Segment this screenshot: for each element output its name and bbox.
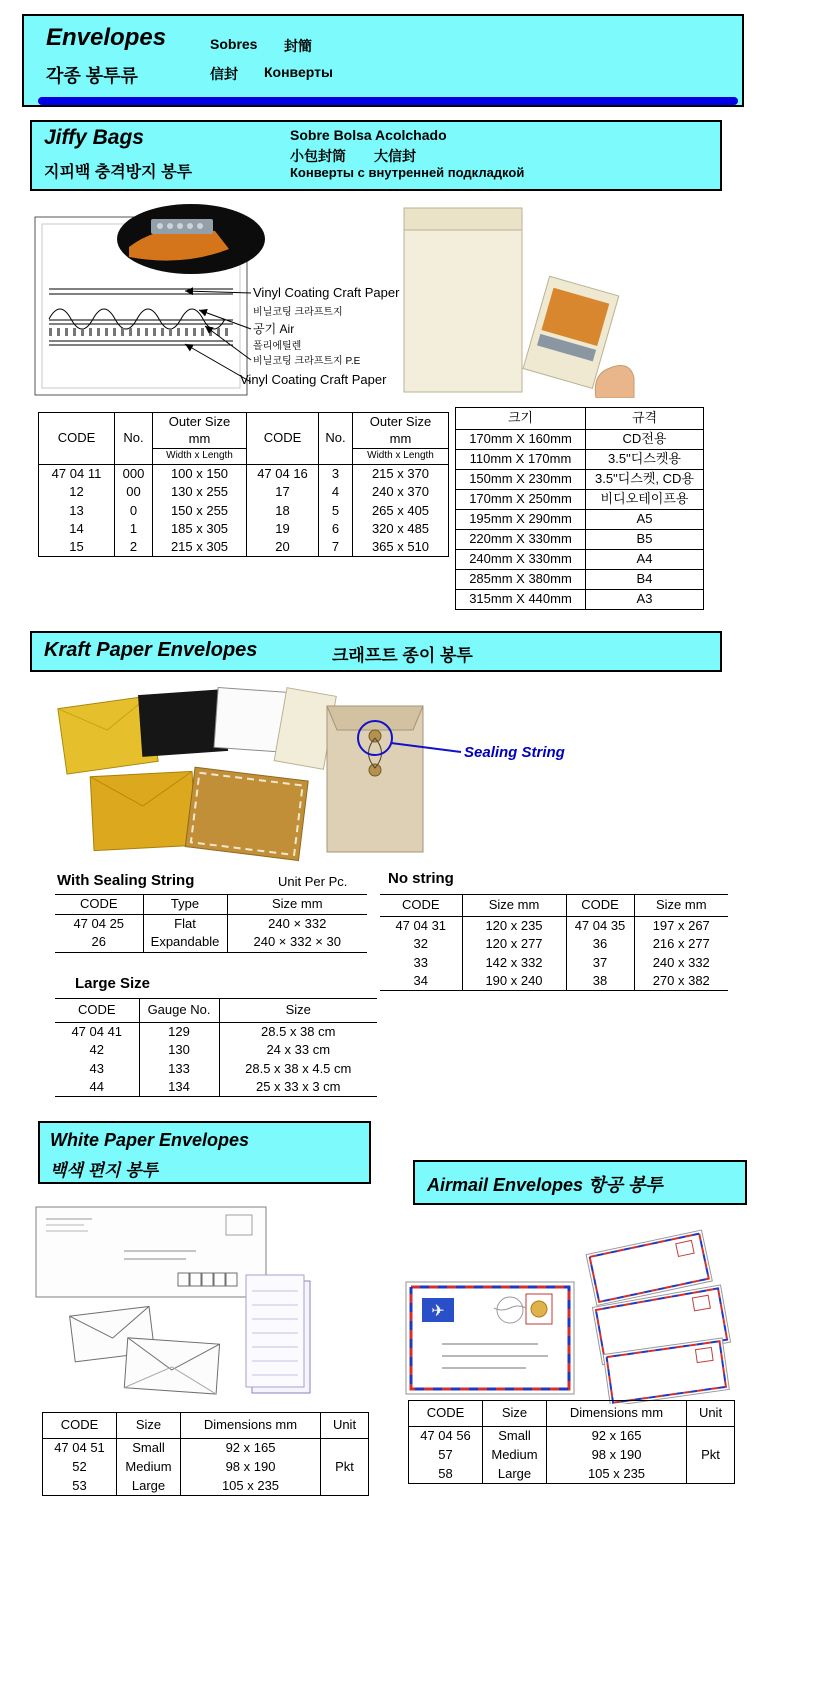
table-row <box>43 1477 369 1496</box>
code-cell: 33 <box>380 954 462 972</box>
size-cell: 150mm X 230mm <box>456 470 586 490</box>
kraft-title-korean: 크래프트 종이 봉투 <box>332 646 473 665</box>
code-cell: 13 <box>39 502 115 520</box>
size-cell: 142 x 332 <box>462 954 566 972</box>
code-cell: 34 <box>380 972 462 991</box>
table-row <box>55 933 367 952</box>
code-cell: 58 <box>409 1465 483 1484</box>
table-row <box>55 1023 377 1042</box>
table-row <box>456 550 704 570</box>
title-spanish: Sobres <box>210 36 258 52</box>
code-cell: 20 <box>247 538 319 557</box>
airmail-title: Airmail Envelopes 항공 봉투 <box>427 1175 663 1195</box>
size-cell: Medium <box>117 1458 181 1477</box>
column-header-size-mm: Size mm <box>227 895 367 915</box>
no-cell: 7 <box>319 538 353 557</box>
unit-cell: Pkt <box>321 1439 369 1496</box>
page-header <box>22 14 744 107</box>
size-cell: 25 x 33 x 3 cm <box>219 1078 377 1097</box>
sealing-string-label: Sealing String <box>464 744 565 761</box>
code-cell: 47 04 16 <box>247 465 319 484</box>
table-row <box>456 570 704 590</box>
column-header-code: CODE <box>566 895 634 917</box>
title-chinese-b: 信封 <box>210 66 238 82</box>
code-cell: 47 04 25 <box>55 915 143 934</box>
no-string-heading: No string <box>388 870 454 887</box>
spec-cell: CD전용 <box>586 430 704 450</box>
size-cell: 130 x 255 <box>153 483 247 501</box>
diagram-label-craft-bottom: Vinyl Coating Craft Paper <box>240 372 387 387</box>
mm-label: mm <box>389 430 412 446</box>
no-string-table <box>380 894 728 991</box>
jiffy-bag-photo <box>400 202 635 398</box>
size-cell: Large <box>117 1477 181 1496</box>
header-row <box>409 1401 735 1427</box>
code-cell: 19 <box>247 520 319 538</box>
column-header-code: CODE <box>409 1401 483 1427</box>
code-cell: 47 04 31 <box>380 917 462 936</box>
table-row <box>55 915 367 934</box>
code-cell: 47 04 51 <box>43 1439 117 1458</box>
table-row <box>39 520 449 538</box>
table-row <box>43 1439 369 1458</box>
unit-per-pc-label: Unit Per Pc. <box>278 874 348 889</box>
column-header-size: Size <box>483 1401 547 1427</box>
column-header-outer-size <box>153 413 247 449</box>
column-header-code: CODE <box>55 895 143 915</box>
type-cell: Expandable <box>143 933 227 952</box>
spec-cell: B5 <box>586 530 704 550</box>
header-row <box>380 895 728 917</box>
no-cell: 1 <box>115 520 153 538</box>
size-cell: 220mm X 330mm <box>456 530 586 550</box>
airmail-table <box>408 1400 735 1484</box>
column-header-unit: Unit <box>321 1413 369 1439</box>
no-cell: 4 <box>319 483 353 501</box>
code-cell: 38 <box>566 972 634 991</box>
type-cell: Flat <box>143 915 227 934</box>
white-section-header <box>38 1121 371 1184</box>
size-cell: Small <box>117 1439 181 1458</box>
column-header-dimensions: Dimensions mm <box>181 1413 321 1439</box>
white-title: White Paper Envelopes <box>50 1130 250 1150</box>
no-cell: 000 <box>115 465 153 484</box>
gauge-cell: 130 <box>139 1041 219 1059</box>
size-cell: 170mm X 160mm <box>456 430 586 450</box>
table-row <box>456 530 704 550</box>
size-cell: 100 x 150 <box>153 465 247 484</box>
column-header-unit: Unit <box>687 1401 735 1427</box>
jiffy-title-korean: 지피백 충격방지 봉투 <box>44 164 192 181</box>
size-cell: Medium <box>483 1446 547 1465</box>
size-cell: 28.5 x 38 x 4.5 cm <box>219 1060 377 1078</box>
code-cell: 52 <box>43 1458 117 1477</box>
spec-cell: A4 <box>586 550 704 570</box>
table-row <box>380 917 728 936</box>
size-cell: 110mm X 170mm <box>456 450 586 470</box>
dims-cell: 105 x 235 <box>181 1477 321 1496</box>
gauge-cell: 134 <box>139 1078 219 1097</box>
gauge-cell: 133 <box>139 1060 219 1078</box>
code-cell: 17 <box>247 483 319 501</box>
airmail-section-header <box>413 1160 747 1205</box>
table-row <box>55 1041 377 1059</box>
size-cell: 240 × 332 <box>227 915 367 934</box>
diagram-label-pe: 비닐코팅 크라프트지 P.E <box>253 356 361 367</box>
no-cell: 3 <box>319 465 353 484</box>
column-header-outer-size <box>353 413 449 449</box>
column-header-no: No. <box>319 413 353 465</box>
size-cell: 150 x 255 <box>153 502 247 520</box>
size-cell: 197 x 267 <box>634 917 728 936</box>
no-cell: 2 <box>115 538 153 557</box>
size-cell: 240 x 370 <box>353 483 449 501</box>
column-header-type: Type <box>143 895 227 915</box>
size-cell: 24 x 33 cm <box>219 1041 377 1059</box>
diagram-label-craft-top: Vinyl Coating Craft Paper <box>253 285 400 300</box>
table-row <box>409 1427 735 1446</box>
outer-size-label: Outer Size <box>369 414 432 430</box>
size-cell: 240 × 332 × 30 <box>227 933 367 952</box>
size-cell: 215 x 305 <box>153 538 247 557</box>
size-cell: 365 x 510 <box>353 538 449 557</box>
size-cell: 240 x 332 <box>634 954 728 972</box>
table-row <box>380 935 728 953</box>
code-cell: 37 <box>566 954 634 972</box>
column-header-code: CODE <box>380 895 462 917</box>
diagram-label-polyethylene: 폴리에틸렌 <box>253 341 302 352</box>
table-row <box>456 430 704 450</box>
size-cell: 240mm X 330mm <box>456 550 586 570</box>
jiffy-title: Jiffy Bags <box>44 126 144 149</box>
table-row <box>380 972 728 991</box>
divider-bar <box>38 97 738 105</box>
airplane-icon: ✈ <box>431 1303 445 1320</box>
table-row <box>456 470 704 490</box>
outer-size-label: Outer Size <box>168 414 231 430</box>
table-row <box>39 538 449 557</box>
size-cell: 216 x 277 <box>634 935 728 953</box>
jiffy-bags-table <box>38 412 449 557</box>
size-cell: Large <box>483 1465 547 1484</box>
no-cell: 5 <box>319 502 353 520</box>
large-size-table <box>55 998 377 1097</box>
code-cell: 32 <box>380 935 462 953</box>
column-header-width-length: Width x Length <box>353 449 449 465</box>
with-string-table <box>55 894 367 953</box>
code-cell: 12 <box>39 483 115 501</box>
spec-cell: 3.5"디스켓, CD용 <box>586 470 704 490</box>
size-cell: 195mm X 290mm <box>456 510 586 530</box>
white-title-korean: 백색 편지 봉투 <box>50 1161 158 1180</box>
code-cell: 53 <box>43 1477 117 1496</box>
jiffy-title-chinese: 小包封筒 大信封 <box>290 148 416 164</box>
table-row <box>43 1458 369 1477</box>
dims-cell: 92 x 165 <box>547 1427 687 1446</box>
table-row <box>380 954 728 972</box>
white-paper-table <box>42 1412 369 1496</box>
jiffy-title-spanish: Sobre Bolsa Acolchado <box>290 127 447 143</box>
column-header-spec-korean: 규격 <box>586 408 704 430</box>
size-cell: 28.5 x 38 cm <box>219 1023 377 1042</box>
no-cell: 6 <box>319 520 353 538</box>
column-header-size-korean: 크기 <box>456 408 586 430</box>
size-cell: 315mm X 440mm <box>456 590 586 610</box>
dims-cell: 92 x 165 <box>181 1439 321 1458</box>
column-header-size-mm: Size mm <box>634 895 728 917</box>
with-string-heading: With Sealing String <box>57 872 195 889</box>
size-cell: 190 x 240 <box>462 972 566 991</box>
code-cell: 47 04 11 <box>39 465 115 484</box>
size-cell: 215 x 370 <box>353 465 449 484</box>
title-russian: Конверты <box>264 64 333 80</box>
size-cell: 120 x 235 <box>462 917 566 936</box>
column-header-no: No. <box>115 413 153 465</box>
column-header-dimensions: Dimensions mm <box>547 1401 687 1427</box>
size-cell: Small <box>483 1427 547 1446</box>
no-cell: 00 <box>115 483 153 501</box>
table-row <box>39 465 449 484</box>
header-row <box>39 413 449 449</box>
code-cell: 18 <box>247 502 319 520</box>
column-header-size: Size <box>219 999 377 1023</box>
jiffy-title-russian: Конверты с внутренней подкладкой <box>290 165 525 180</box>
jiffy-spec-table <box>455 407 704 610</box>
dims-cell: 98 x 190 <box>547 1446 687 1465</box>
size-cell: 170mm X 250mm <box>456 490 586 510</box>
size-cell: 285mm X 380mm <box>456 570 586 590</box>
code-cell: 47 04 41 <box>55 1023 139 1042</box>
spec-cell: A3 <box>586 590 704 610</box>
table-row <box>456 510 704 530</box>
jiffy-construction-diagram <box>33 203 393 398</box>
kraft-title: Kraft Paper Envelopes <box>44 639 258 661</box>
header-row <box>55 999 377 1023</box>
spec-cell: 비디오테이프용 <box>586 490 704 510</box>
code-cell: 14 <box>39 520 115 538</box>
table-row <box>39 483 449 501</box>
code-cell: 47 04 35 <box>566 917 634 936</box>
table-row <box>39 502 449 520</box>
gauge-cell: 129 <box>139 1023 219 1042</box>
table-row <box>456 450 704 470</box>
kraft-section-header <box>30 631 722 672</box>
table-row <box>409 1446 735 1465</box>
code-cell: 47 04 56 <box>409 1427 483 1446</box>
table-row <box>409 1465 735 1484</box>
table-row <box>55 1060 377 1078</box>
column-header-gauge: Gauge No. <box>139 999 219 1023</box>
header-row <box>43 1413 369 1439</box>
spec-cell: 3.5"디스켓용 <box>586 450 704 470</box>
size-cell: 265 x 405 <box>353 502 449 520</box>
page-title-korean: 각종 봉투류 <box>46 66 138 86</box>
title-chinese-a: 封簡 <box>284 38 312 54</box>
diagram-label-air: 공기 Air <box>253 322 295 336</box>
no-cell: 0 <box>115 502 153 520</box>
large-size-heading: Large Size <box>75 975 151 992</box>
jiffy-section-header <box>30 120 722 191</box>
code-cell: 44 <box>55 1078 139 1097</box>
size-cell: 185 x 305 <box>153 520 247 538</box>
spec-cell: B4 <box>586 570 704 590</box>
dims-cell: 98 x 190 <box>181 1458 321 1477</box>
kraft-envelopes-photo <box>48 680 338 865</box>
column-header-size-mm: Size mm <box>462 895 566 917</box>
code-cell: 36 <box>566 935 634 953</box>
white-envelopes-photo <box>28 1193 368 1405</box>
spec-cell: A5 <box>586 510 704 530</box>
mm-label: mm <box>188 430 211 446</box>
column-header-width-length: Width x Length <box>153 449 247 465</box>
header-row <box>456 408 704 430</box>
table-row <box>55 1078 377 1097</box>
unit-cell: Pkt <box>687 1427 735 1484</box>
diagram-label-craft-top-korean: 비닐코팅 크라프트지 <box>253 307 343 318</box>
code-cell: 43 <box>55 1060 139 1078</box>
code-cell: 57 <box>409 1446 483 1465</box>
page-title: Envelopes <box>46 24 167 51</box>
table-row <box>456 490 704 510</box>
code-cell: 26 <box>55 933 143 952</box>
table-row <box>456 590 704 610</box>
kraft-bag-string-photo <box>315 686 465 858</box>
column-header-code: CODE <box>247 413 319 465</box>
dims-cell: 105 x 235 <box>547 1465 687 1484</box>
column-header-code: CODE <box>39 413 115 465</box>
code-cell: 42 <box>55 1041 139 1059</box>
column-header-size: Size <box>117 1413 181 1439</box>
size-cell: 270 x 382 <box>634 972 728 991</box>
column-header-code: CODE <box>43 1413 117 1439</box>
airmail-envelopes-photo <box>398 1212 758 1404</box>
column-header-code: CODE <box>55 999 139 1023</box>
header-row <box>55 895 367 915</box>
size-cell: 320 x 485 <box>353 520 449 538</box>
code-cell: 15 <box>39 538 115 557</box>
size-cell: 120 x 277 <box>462 935 566 953</box>
